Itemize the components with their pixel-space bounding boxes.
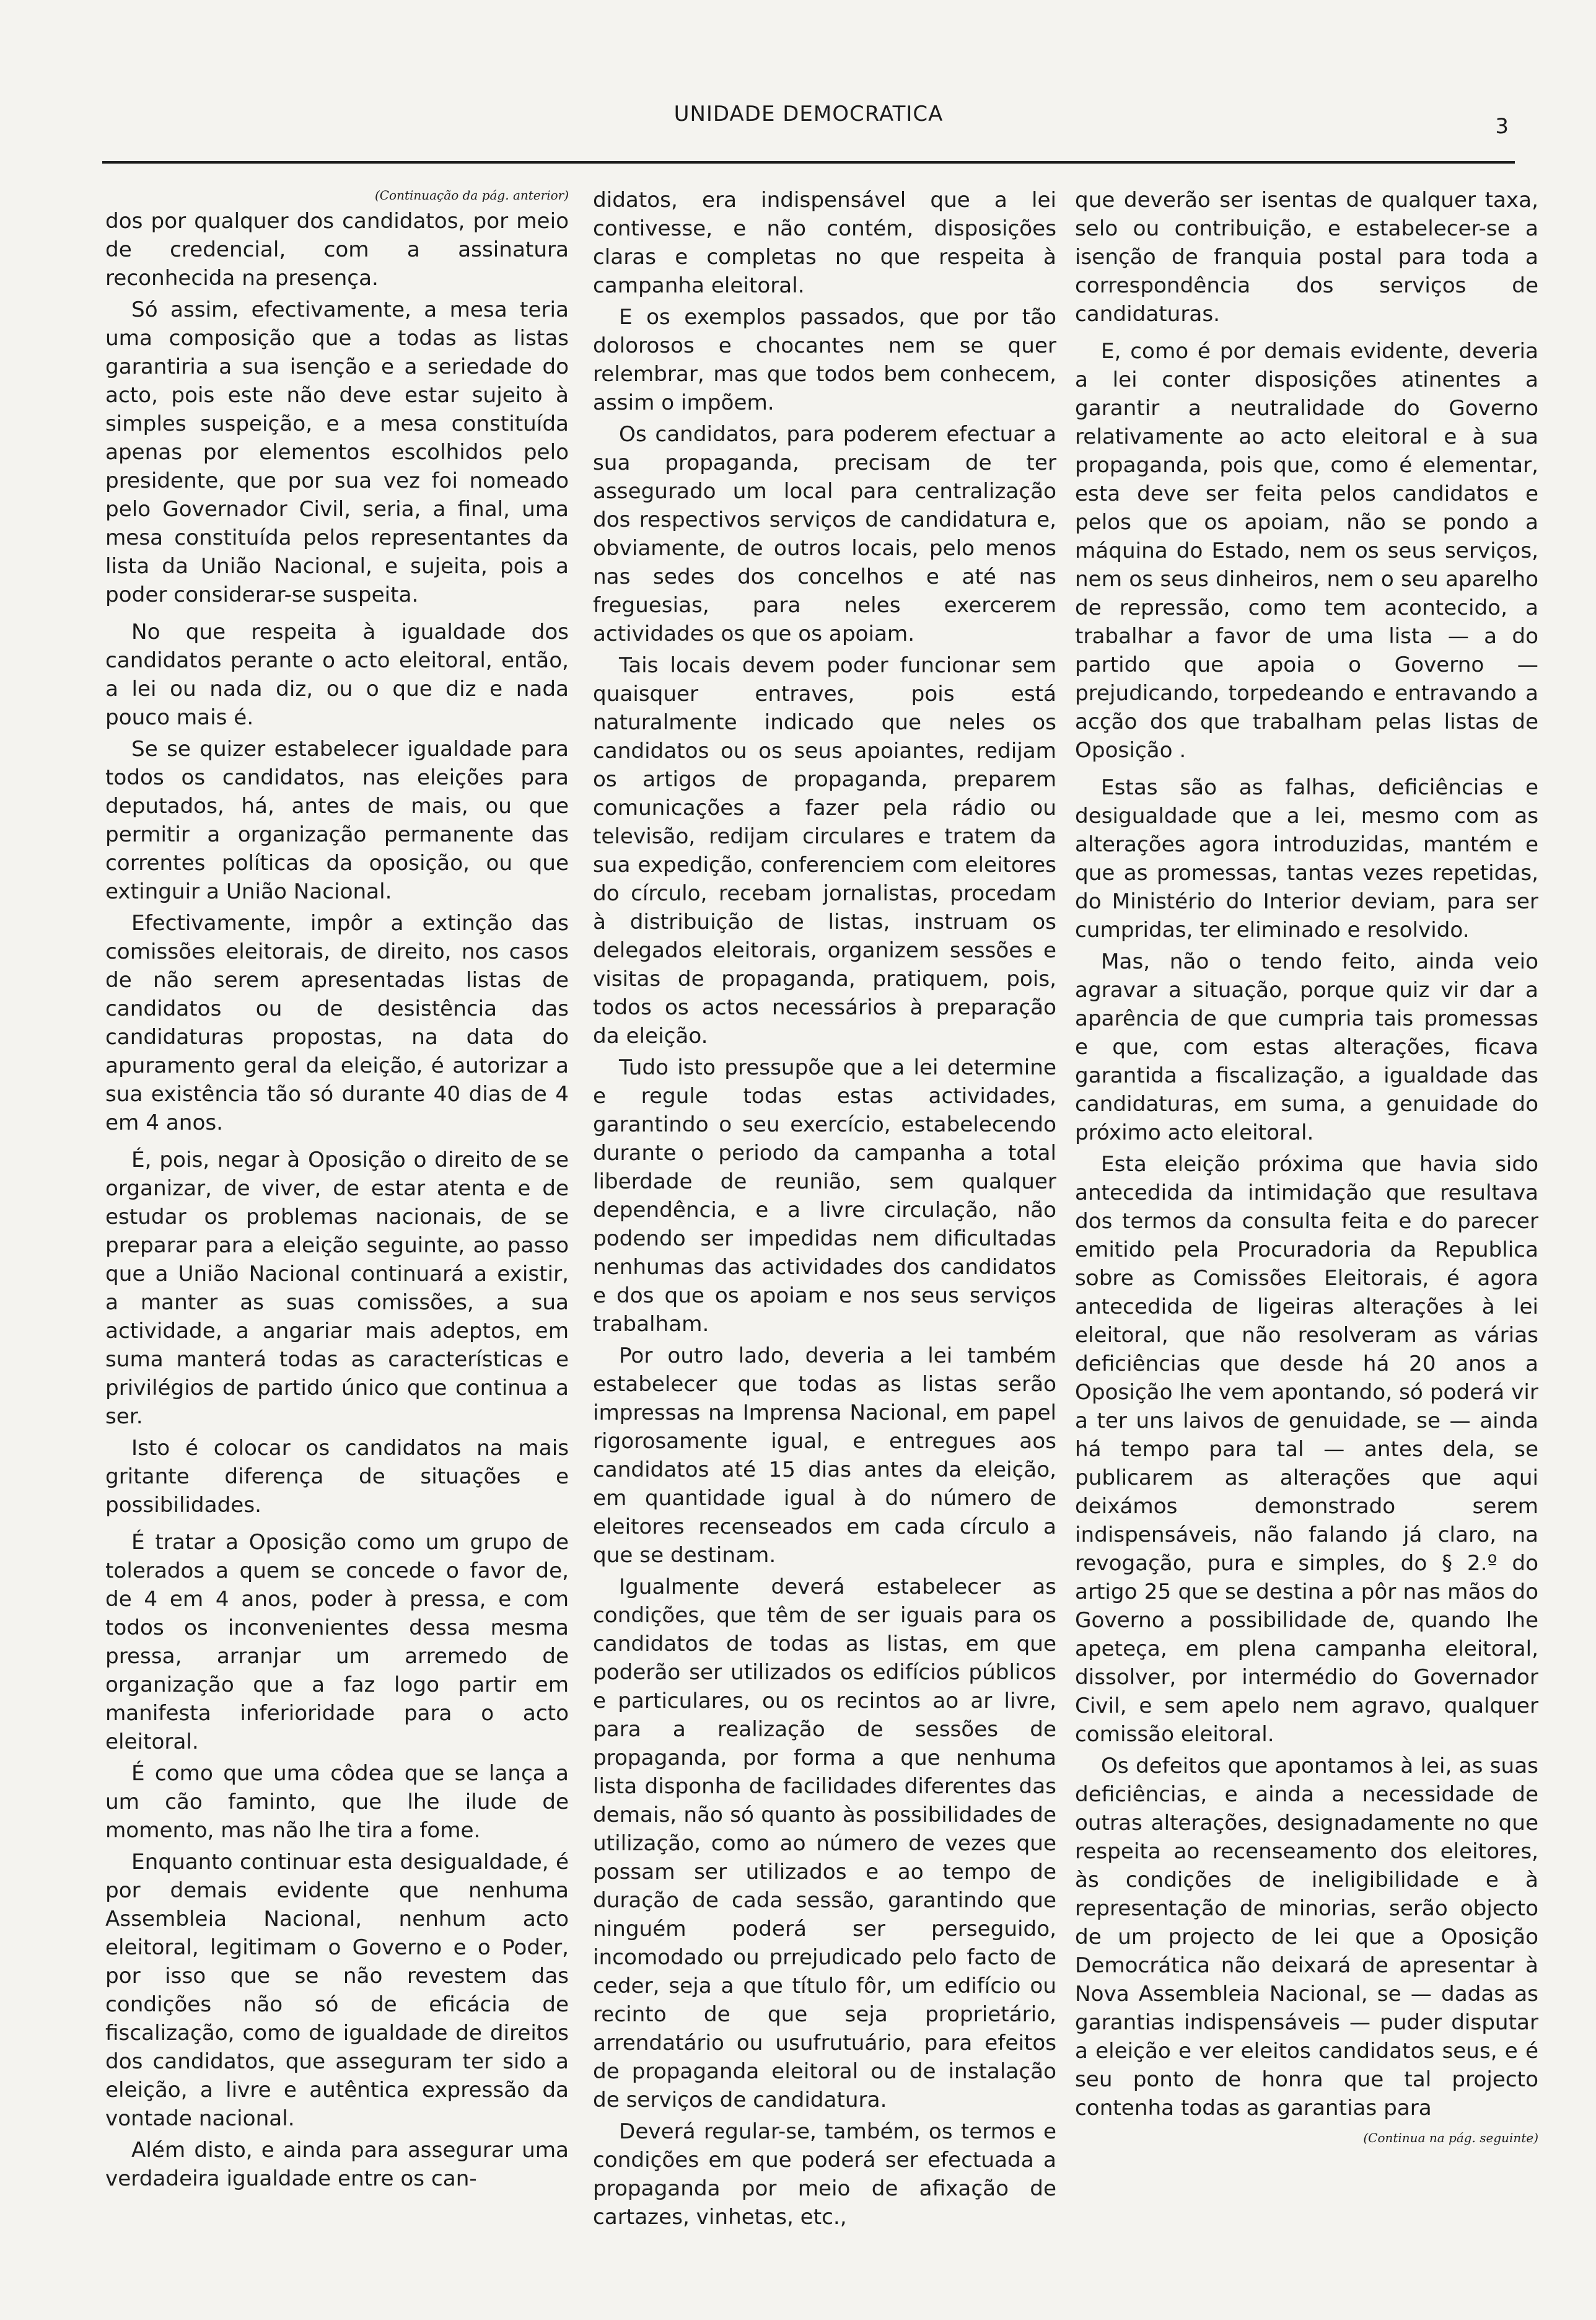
paragraph: Só assim, efectivamente, a mesa teria uma composição que a todas as listas garantiria a sua isenção e a seriedade do acto, pois este não deve estar sujeito à simples suspeição, e a mesa constituída apenas por elementos escolhidos pelo presidente, que por sua vez foi nomeado pelo Governador Civil, seria, a final, uma mesa constituída pelos representantes da lista da União Nacional, e sujeita, pois a poder considerar-se suspeita.: [105, 297, 569, 607]
text-column-1: [105, 186, 569, 2193]
continuation-note: (Continuação da pág. anterior): [374, 188, 569, 203]
text-column-3: [1075, 186, 1538, 2150]
paragraph: Os defeitos que apontamos à lei, as suas deficiências, e ainda a necessidade de outras alterações, designadamente no que respeita ao recenseamento dos eleitores, às condições de ineligibilidade e à representação de minorias, serão objecto de um projecto de lei que a Oposição Democrática não deixará de apresentar à Nova Assembleia Nacional, se — dadas as garantias indispensáveis — puder disputar a eleição e ver eleitos candidatos seus, e é seu ponto de honra que tal projecto contenha todas as garantias para: [1075, 1754, 1538, 2120]
paragraph: Deverá regular-se, também, os termos e condições em que poderá ser efectuada a propaganda por meio de afixação de cartazes, vinhetas, etc.,: [593, 2119, 1056, 2230]
paragraph: É tratar a Oposição como um grupo de tolerados a quem se concede o favor de, de 4 em 4 anos, poder à pressa, e com todos os inconvenientes dessa mesma pressa, arranjar um arremedo de organização que a faz logo partir em manifesta inferioridade para o acto eleitoral.: [105, 1530, 569, 1754]
page-number: 3: [1495, 114, 1509, 139]
paragraph: Isto é colocar os candidatos na mais gritante diferença de situações e possibilidades.: [105, 1436, 569, 1518]
publication-title: UNIDADE DEMOCRATICA: [673, 102, 944, 126]
paragraph: E, como é por demais evidente, deveria a lei conter disposições atinentes a garantir a neutralidade do Governo relativamente ao acto eleitoral e à sua propaganda, pois que, como é elementar, esta deve ser feita pelos candidatos e pelos que os apoiam, não se pondo a máquina do Estado, nem os seus serviços, nem os seus dinheiros, nem o seu aparelho de repressão, como tem acontecido, a trabalhar a favor de uma lista — a do partido que apoia o Governo — prejudicando, torpedeando e entravando a acção dos que trabalham pelas listas de Oposição .: [1075, 339, 1538, 763]
paragraph: Enquanto continuar esta desigualdade, é por demais evidente que nenhuma Assembleia Nacional, nenhum acto eleitoral, legitimam o Governo e o Poder, por isso que se não revestem das condições não só de eficácia de fiscalização, como de igualdade de direitos dos candidatos, que asseguram ter sido a eleição, a livre e autêntica expressão da vontade nacional.: [105, 1850, 569, 2131]
paragraph: Mas, não o tendo feito, ainda veio agravar a situação, porque quiz vir dar a aparência de que cumpria tais promessas e que, com estas alterações, ficava garantida a fiscalização, a igualdade das candidaturas, em suma, a genuidade do próximo acto eleitoral.: [1075, 949, 1538, 1145]
paragraph: Se se quizer estabelecer igualdade para todos os candidatos, nas eleições para deputados, há, antes de mais, ou que permitir a organização permanente das correntes políticas da oposição, ou que extinguir a União Nacional.: [105, 737, 569, 904]
paragraph: didatos, era indispensável que a lei contivesse, e não contém, disposições claras e completas no que respeita à campanha eleitoral.: [593, 188, 1056, 298]
paragraph: dos por qualquer dos candidatos, por meio de credencial, com a assinatura reconhecida na presença.: [105, 209, 569, 291]
paragraph: Esta eleição próxima que havia sido antecedida da intimidação que resultava dos termos da consulta feita e do parecer emitido pela Procuradoria da Republica sobre as Comissões Eleitorais, é agora antecedida de ligeiras alterações à lei eleitoral, que não resolveram as várias deficiências que desde há 20 anos a Oposição lhe vem apontando, só poderá vir a ter uns laivos de genuidade, se — ainda há tempo para tal — antes dela, se publicarem as alterações que aqui deixámos demonstrado serem indispensáveis, não falando já claro, na revogação, pura e simples, do § 2.º do artigo 25 que se destina a pôr nas mãos do Governo a possibilidade de, quando lhe apeteça, em plena campanha eleitoral, dissolver, por intermédio do Governador Civil, e sem apelo nem agravo, qualquer comissão eleitoral.: [1075, 1152, 1538, 1747]
continues-note: (Continua na pág. seguinte): [1363, 2130, 1538, 2145]
paragraph: Tudo isto pressupõe que a lei determine e regule todas estas actividades, garantindo o seu exercício, estabelecendo durante o periodo da campanha a total liberdade de reunião, sem qualquer dependência, e a livre circulação, não podendo ser impedidas nem dificultadas nenhumas das actividades dos candidatos e dos que os apoiam e nos seus serviços trabalham.: [593, 1055, 1056, 1337]
paragraph: No que respeita à igualdade dos candidatos perante o acto eleitoral, então, a lei ou nada diz, ou o que diz e nada pouco mais é.: [105, 620, 569, 730]
paragraph: Os candidatos, para poderem efectuar a sua propaganda, precisam de ter assegurado um local para centralização dos respectivos serviços de candidatura e, obviamente, de outros locais, pelo menos nas sedes dos concelhos e até nas freguesias, para neles exercerem actividades os que os apoiam.: [593, 422, 1056, 646]
paragraph: que deverão ser isentas de qualquer taxa, selo ou contribuição, e estabelecer-se a isenção de franquia postal para toda a correspondência dos serviços de candidaturas.: [1075, 188, 1538, 327]
paragraph: É como que uma côdea que se lança a um cão faminto, que lhe ilude de momento, mas não lhe tira a fome.: [105, 1761, 569, 1843]
paragraph: Além disto, e ainda para assegurar uma verdadeira igualdade entre os can-: [105, 2138, 569, 2191]
text-column-2: [593, 186, 1056, 2231]
paragraph: Estas são as falhas, deficiências e desigualdade que a lei, mesmo com as alterações agora introduzidas, mantém e que as promessas, tantas vezes repetidas, do Ministério do Interior deviam, para ser cumpridas, ter eliminado e resolvido.: [1075, 775, 1538, 942]
paragraph: Tais locais devem poder funcionar sem quaisquer entraves, pois está naturalmente indicado que neles os candidatos ou os seus apoiantes, redijam os artigos de propaganda, preparem comunicações a fazer pela rádio ou televisão, redijam circulares e tratem da sua expedição, conferenciem com eleitores do círculo, recebam jornalistas, procedam à distribuição de listas, instruam os delegados eleitorais, organizem sessões e visitas de propaganda, pratiquem, pois, todos os actos necessários à preparação da eleição.: [593, 653, 1056, 1048]
paragraph: Igualmente deverá estabelecer as condições, que têm de ser iguais para os candidatos de todas as listas, em que poderão ser utilizados os edifícios públicos e particulares, ou os recintos ao ar livre, para a realização de sessões de propaganda, por forma a que nenhuma lista disponha de facilidades diferentes das demais, não só quanto às possibilidades de utilização, como ao número de vezes que possam ser utilizados e ao tempo de duração de cada sessão, garantindo que ninguém poderá ser perseguido, incomodado ou prrejudicado pelo facto de ceder, seja a que título fôr, um edifício ou recinto de que seja proprietário, arrendatário ou usufrutuário, para efeitos de propaganda eleitoral ou de instalação de serviços de candidatura.: [593, 1575, 1056, 2112]
page-header: [102, 93, 1515, 164]
paragraph: Efectivamente, impôr a extinção das comissões eleitorais, de direito, nos casos de não serem apresentadas listas de candidatos ou de desistência das candidaturas propostas, na data do apuramento geral da eleição, é autorizar a sua existência tão só durante 40 dias de 4 em 4 anos.: [105, 911, 569, 1135]
paragraph: E os exemplos passados, que por tão dolorosos e chocantes nem se quer relembrar, mas que todos bem conhecem, assim o impõem.: [593, 305, 1056, 415]
paragraph: Por outro lado, deveria a lei também estabelecer que todas as listas serão impressas na Imprensa Nacional, em papel rigorosamente igual, e entregues aos candidatos até 15 dias antes da eleição, em quantidade igual à do número de eleitores recenseados em cada círculo a que se destinam.: [593, 1343, 1056, 1568]
paragraph: É, pois, negar à Oposição o direito de se organizar, de viver, de estar atenta e de estudar os problemas nacionais, de se preparar para a eleição seguinte, ao passo que a União Nacional continuará a existir, a manter as suas comissões, a sua actividade, a angariar mais adeptos, em suma manterá todas as características e privilégios de partido único que continua a ser.: [105, 1148, 569, 1429]
